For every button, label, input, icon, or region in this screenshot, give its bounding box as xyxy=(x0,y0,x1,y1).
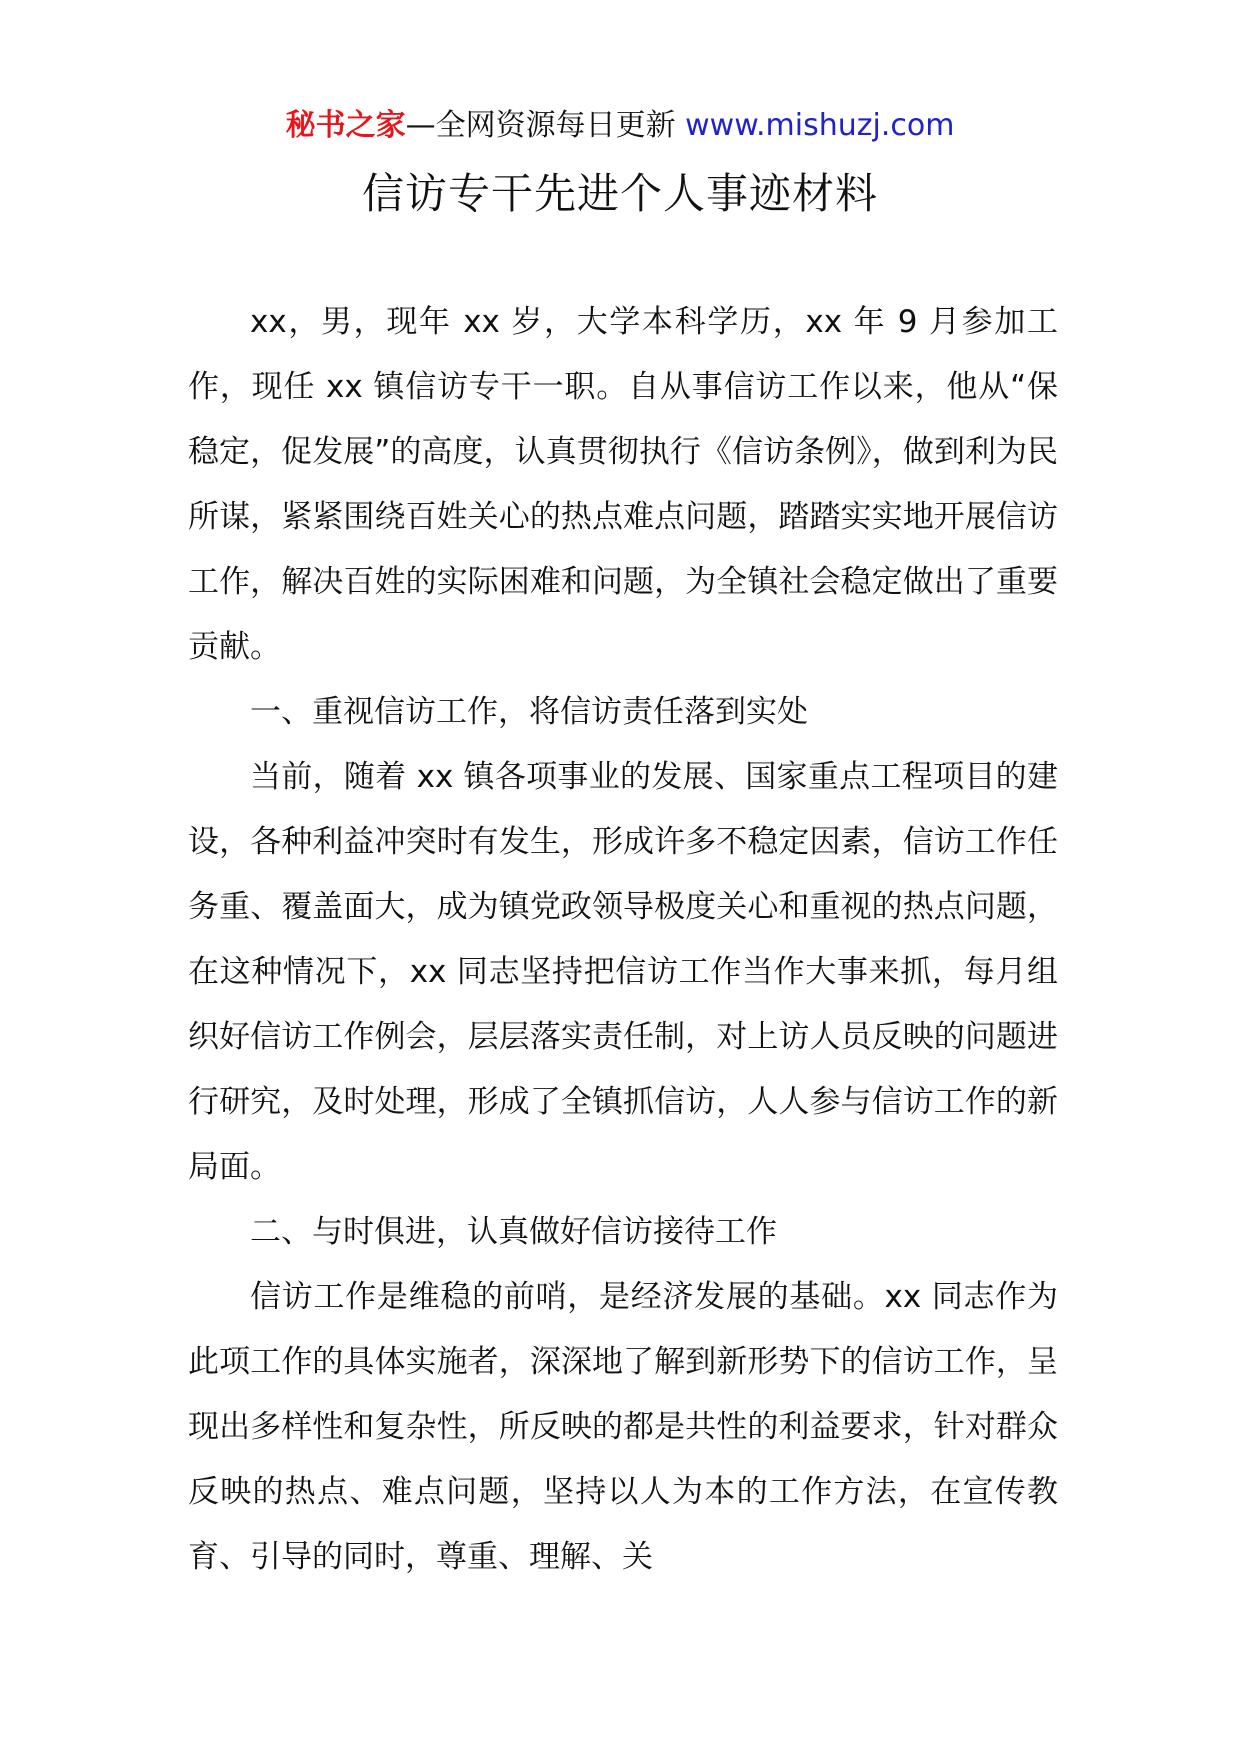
document-body xyxy=(188,290,1058,1590)
section-heading-2: 二、与时俱进，认真做好信访接待工作 xyxy=(250,1214,777,1250)
header-url: www.mishuzj.com xyxy=(685,108,955,143)
watermark-header xyxy=(0,104,1240,148)
paragraph-section-2: 信访工作是维稳的前哨，是经济发展的基础。xx 同志作为此项工作的具体实施者，深深地了解到新形势下的信访工作，呈现出多样性和复杂性，所反映的都是共性的利益要求，针对群众反映的热点、难点问题，坚持以人为本的工作方法，在宣传教育、引导的同时，尊重、理解、关 xyxy=(188,1279,1058,1575)
paragraph-section-1: 当前，随着 xx 镇各项事业的发展、国家重点工程项目的建设，各种利益冲突时有发生，形成许多不稳定因素，信访工作任务重、覆盖面大，成为镇党政领导极度关心和重视的热点问题，在这种情况下，xx 同志坚持把信访工作当作大事来抓，每月组织好信访工作例会，层层落实责任制，对上访人员反映的问题进行研究，及时处理，形成了全镇抓信访，人人参与信访工作的新局面。 xyxy=(188,759,1058,1185)
paragraph-intro: xx，男，现年 xx 岁，大学本科学历，xx 年 9 月参加工作，现任 xx 镇信访专干一职。自从事信访工作以来，他从“保稳定，促发展”的高度，认真贯彻执行《信访条例》，做到利为民所谋，紧紧围绕百姓关心的热点难点问题，踏踏实实地开展信访工作，解决百姓的实际困难和问题，为全镇社会稳定做出了重要贡献。 xyxy=(188,304,1058,665)
section-heading-1: 一、重视信访工作，将信访责任落到实处 xyxy=(250,694,808,730)
header-brand: 秘书之家 xyxy=(285,108,406,143)
header-tagline: —全网资源每日更新 xyxy=(405,108,686,143)
document-title: 信访专干先进个人事迹材料 xyxy=(361,169,878,218)
